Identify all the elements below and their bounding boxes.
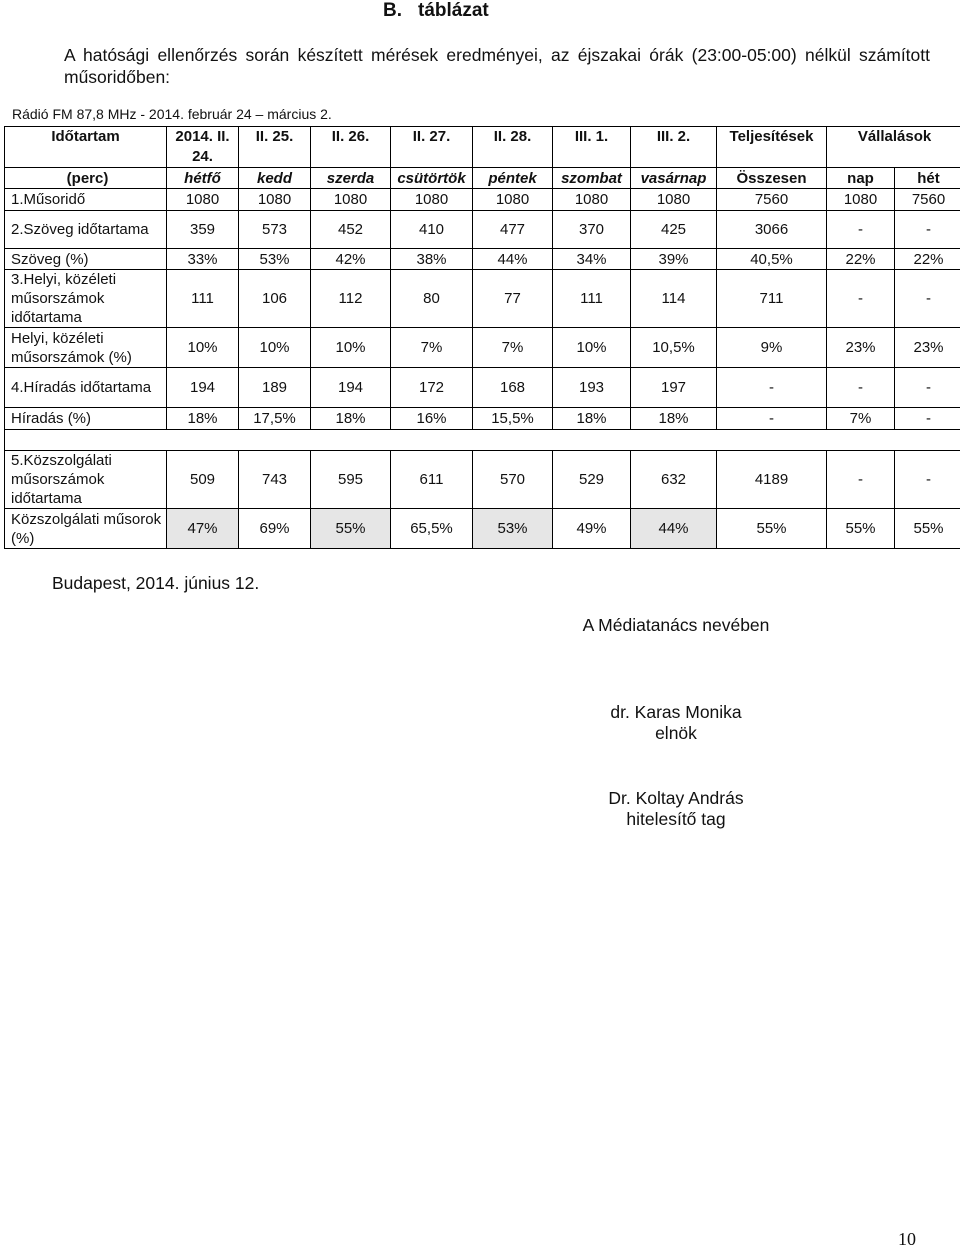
table-cell: 47% [167,509,239,549]
row-label: Helyi, közéleti műsorszámok (%) [5,328,167,368]
title-text: táblázat [418,0,489,21]
header-cell: vasárnap [631,168,717,189]
table-cell: - [895,451,960,509]
row-label: Híradás (%) [5,408,167,430]
intro-paragraph: A hatósági ellenőrzés során készített mérések eredményei, az éjszakai órák (23:00-05:00) nélkül számított műsoridőben: [64,44,930,88]
table-row [5,270,960,328]
table-cell: 7560 [717,189,827,211]
table-cell: 17,5% [239,408,311,430]
table-cell: 114 [631,270,717,328]
on-behalf-line: A Médiatanács nevében [540,615,812,636]
table-cell: 16% [391,408,473,430]
table-cell: 69% [239,509,311,549]
header-cell: 2014. II. 24. [167,127,239,168]
table-row [5,368,960,408]
header-cell: (perc) [5,168,167,189]
table-cell: 410 [391,211,473,249]
table-cell: 42% [311,249,391,270]
table-cell: - [827,270,895,328]
page-number: 10 [898,1229,916,1250]
table-cell: 111 [167,270,239,328]
table-row [5,451,960,509]
table-cell: 1080 [239,189,311,211]
table-cell: - [895,408,960,430]
table-cell: - [827,368,895,408]
table-cell: 10% [553,328,631,368]
table-cell: 23% [895,328,960,368]
header-cell: kedd [239,168,311,189]
table-header-row-dates [5,127,960,168]
header-cell: II. 27. [391,127,473,168]
table-cell: 193 [553,368,631,408]
header-cell: szombat [553,168,631,189]
table-cell: 10% [239,328,311,368]
table-spacer-row [5,430,960,451]
table-cell: 33% [167,249,239,270]
header-cell: II. 28. [473,127,553,168]
table-cell: 44% [473,249,553,270]
table-cell: 55% [717,509,827,549]
table-cell: 10% [311,328,391,368]
table-cell: 34% [553,249,631,270]
table-cell: 1080 [553,189,631,211]
table-row [5,211,960,249]
table-cell: 111 [553,270,631,328]
table-cell: 10% [167,328,239,368]
table-cell: 18% [631,408,717,430]
table-cell: 23% [827,328,895,368]
table-cell: 452 [311,211,391,249]
table-cell: 7% [827,408,895,430]
place-and-date: Budapest, 2014. június 12. [52,573,259,594]
table-cell: 359 [167,211,239,249]
table-cell: 55% [311,509,391,549]
table-cell: - [717,368,827,408]
table-cell: 9% [717,328,827,368]
row-label: 4.Híradás időtartama [5,368,167,408]
header-cell: Időtartam [5,127,167,168]
table-cell: - [895,211,960,249]
measurement-table [4,126,960,549]
table-cell: 55% [827,509,895,549]
row-label: 2.Szöveg időtartama [5,211,167,249]
table-cell: 509 [167,451,239,509]
table-cell: - [895,270,960,328]
table-cell: 172 [391,368,473,408]
document-title [383,0,489,22]
table-cell: 39% [631,249,717,270]
header-cell: III. 1. [553,127,631,168]
header-cell: II. 26. [311,127,391,168]
table-cell: 743 [239,451,311,509]
table-cell: - [895,368,960,408]
table-cell: 477 [473,211,553,249]
table-cell: 106 [239,270,311,328]
table-cell: - [827,211,895,249]
row-label: 5.Közszolgálati műsorszámok időtartama [5,451,167,509]
table-cell: 18% [553,408,631,430]
header-cell: hét [895,168,960,189]
header-cell: Összesen [717,168,827,189]
table-cell: 632 [631,451,717,509]
table-cell: 1080 [167,189,239,211]
table-cell: 1080 [473,189,553,211]
table-cell: 711 [717,270,827,328]
table-row [5,509,960,549]
signer-role: hitelesítő tag [540,809,812,830]
table-row [5,249,960,270]
table-cell: 573 [239,211,311,249]
table-cell: 10,5% [631,328,717,368]
table-cell: 425 [631,211,717,249]
table-cell: 1080 [827,189,895,211]
table-cell: 22% [895,249,960,270]
table-cell: 595 [311,451,391,509]
title-letter: B. [383,0,402,21]
table-cell: 7% [391,328,473,368]
table-row [5,328,960,368]
table-cell: 7% [473,328,553,368]
table-cell: 1080 [391,189,473,211]
table-cell: 44% [631,509,717,549]
table-cell: 55% [895,509,960,549]
row-label: 1.Műsoridő [5,189,167,211]
signer-name: dr. Karas Monika [540,702,812,723]
signer-name: Dr. Koltay András [540,788,812,809]
table-cell: 22% [827,249,895,270]
table-cell: 3066 [717,211,827,249]
header-cell: csütörtök [391,168,473,189]
table-cell: 194 [311,368,391,408]
header-cell: szerda [311,168,391,189]
table-cell: 529 [553,451,631,509]
header-cell: péntek [473,168,553,189]
signer-role: elnök [540,723,812,744]
table-cell: - [717,408,827,430]
table-cell: 53% [239,249,311,270]
header-cell: II. 25. [239,127,311,168]
table-cell: 1080 [311,189,391,211]
table-cell: 18% [311,408,391,430]
table-cell: 53% [473,509,553,549]
table-cell: 65,5% [391,509,473,549]
table-row [5,408,960,430]
table-cell: 40,5% [717,249,827,270]
table-cell: 38% [391,249,473,270]
table-cell: 77 [473,270,553,328]
table-cell: - [827,451,895,509]
header-cell: nap [827,168,895,189]
table-cell: 18% [167,408,239,430]
radio-station-line: Rádió FM 87,8 MHz - 2014. február 24 – március 2. [12,106,332,122]
row-label: Szöveg (%) [5,249,167,270]
table-cell: 7560 [895,189,960,211]
table-header-row-days [5,168,960,189]
table-cell: 49% [553,509,631,549]
row-label: 3.Helyi, közéleti műsorszámok időtartama [5,270,167,328]
table-cell: 15,5% [473,408,553,430]
table-cell: 197 [631,368,717,408]
table-cell: 112 [311,270,391,328]
table-cell: 4189 [717,451,827,509]
row-label: Közszolgálati műsorok (%) [5,509,167,549]
table-cell: 194 [167,368,239,408]
header-cell: Teljesítések [717,127,827,168]
header-cell: hétfő [167,168,239,189]
table-cell: 611 [391,451,473,509]
table-cell: 370 [553,211,631,249]
table-cell: 1080 [631,189,717,211]
header-cell: III. 2. [631,127,717,168]
table-cell: 168 [473,368,553,408]
header-cell: Vállalások [827,127,960,168]
table-cell: 189 [239,368,311,408]
table-cell: 80 [391,270,473,328]
table-cell: 570 [473,451,553,509]
table-row [5,189,960,211]
